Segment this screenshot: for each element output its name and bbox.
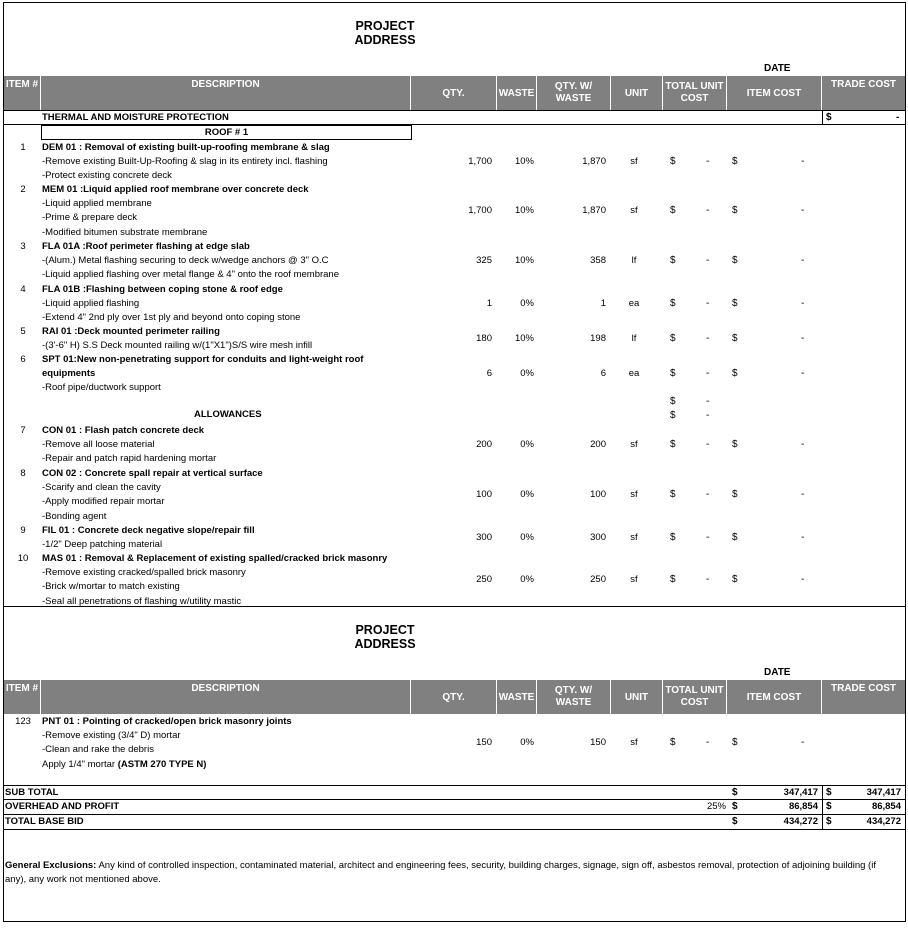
item-detail-line: -Remove existing Built-Up-Roofing & slag in its entirety incl. flashing <box>42 156 328 168</box>
item-cost-dash: - <box>801 737 805 748</box>
col-item-cost-2: ITEM COST <box>727 680 822 714</box>
item-detail-line: -Prime & prepare deck <box>42 212 138 224</box>
item-cost-dollar: $ <box>732 439 738 450</box>
item-qty-waste: 1 <box>600 298 606 309</box>
item-qty: 1,700 <box>468 156 492 167</box>
item-unit-cost-dash: - <box>706 574 710 585</box>
col-description-2: DESCRIPTION <box>41 680 411 714</box>
item-unit-cost-dollar: $ <box>670 574 676 585</box>
item-number: 4 <box>20 284 26 295</box>
blank-unit-cost-dash-2: - <box>706 410 710 421</box>
item-unit-cost-dash: - <box>706 532 710 543</box>
item-waste: 0% <box>520 737 534 748</box>
column-header-row-2 <box>4 680 905 714</box>
date-label-2: DATE <box>764 667 791 678</box>
subsection-roof-1: ROOF # 1 <box>41 125 412 140</box>
item-unit-cost-dollar: $ <box>670 368 676 379</box>
col-trade-cost: TRADE COST <box>831 79 896 90</box>
total-trade-value: 434,272 <box>866 816 901 827</box>
item-title-cont: equipments <box>42 368 96 380</box>
col-trade-cost-2: TRADE COST <box>831 683 896 694</box>
item-waste: 10% <box>514 333 534 344</box>
column-header-row <box>4 76 905 110</box>
item-detail-line: -Modified bitumen substrate membrane <box>42 226 208 238</box>
item-unit-cost-dash: - <box>706 298 710 309</box>
item-cost-dash: - <box>801 439 805 450</box>
item-number: 5 <box>20 326 26 337</box>
item-unit-cost-dash: - <box>706 737 710 748</box>
col-waste: WASTE <box>497 76 537 110</box>
item-number: 10 <box>17 553 29 564</box>
item-title: FLA 01B :Flashing between coping stone & roof edge <box>42 284 283 295</box>
item-cost-dash: - <box>801 574 805 585</box>
subtotal-trade-dollar: $ <box>826 787 832 798</box>
item-detail-line: -Repair and patch rapid hardening mortar <box>42 453 217 465</box>
item-waste: 0% <box>520 574 534 585</box>
item-cost-dollar: $ <box>732 532 738 543</box>
item-number: 1 <box>20 142 26 153</box>
item-cost-dollar: $ <box>732 205 738 216</box>
item-cost-dash: - <box>801 489 805 500</box>
item-unit: lf <box>631 333 637 344</box>
item-qty: 180 <box>476 333 492 344</box>
item-description <box>42 353 363 396</box>
item-cost-dash: - <box>801 298 805 309</box>
item-description <box>42 424 216 467</box>
section-trade-divider <box>822 110 823 124</box>
item-title: MEM 01 :Liquid applied roof membrane over concrete deck <box>42 184 309 195</box>
item-unit: sf <box>630 439 638 450</box>
overhead-bottom-line <box>4 814 905 815</box>
item-cost-dash: - <box>801 255 805 266</box>
col-item: ITEM # <box>4 76 41 110</box>
item-waste: 0% <box>520 298 534 309</box>
item-description <box>42 467 263 524</box>
item-qty-waste: 300 <box>590 532 606 543</box>
col-unit-2: UNIT <box>611 680 663 714</box>
subtotal-item-value: 347,417 <box>783 787 818 798</box>
item-number: 3 <box>20 241 26 252</box>
total-item-value: 434,272 <box>783 816 818 827</box>
item-title: RAI 01 :Deck mounted perimeter railing <box>42 326 220 337</box>
item-qty-waste: 250 <box>590 574 606 585</box>
item-detail-line: -Remove all loose material <box>42 439 155 451</box>
overhead-item-dollar: $ <box>732 801 738 812</box>
col-waste-2: WASTE <box>497 680 537 714</box>
item-detail-line: -Remove existing cracked/spalled brick masonry <box>42 567 246 579</box>
item-qty-waste: 6 <box>600 368 606 379</box>
item-unit: sf <box>630 156 638 167</box>
item-unit: lf <box>631 255 637 266</box>
item-waste: 0% <box>520 489 534 500</box>
col-qty-waste: QTY. W/ WASTE <box>537 76 611 110</box>
item-unit-cost-dollar: $ <box>670 205 676 216</box>
col-qty-2: QTY. <box>411 680 497 714</box>
item-unit-cost-dash: - <box>706 156 710 167</box>
item-unit-cost-dash: - <box>706 439 710 450</box>
col-qty-waste-2: QTY. W/ WASTE <box>537 680 611 714</box>
total-bottom-line <box>4 829 905 830</box>
item-waste: 0% <box>520 532 534 543</box>
item-unit-cost-dollar: $ <box>670 333 676 344</box>
col-unit-cost-2: TOTAL UNIT COST <box>663 680 727 714</box>
item-qty: 6 <box>486 368 492 379</box>
col-item-cost: ITEM COST <box>727 76 822 110</box>
item-waste: 0% <box>520 439 534 450</box>
item-cost-dollar: $ <box>732 298 738 309</box>
total-base-bid-label: TOTAL BASE BID <box>5 816 84 827</box>
overhead-item-value: 86,854 <box>788 801 818 812</box>
subtotal-label: SUB TOTAL <box>5 787 59 798</box>
item-cost-dollar: $ <box>732 489 738 500</box>
item-qty: 100 <box>476 489 492 500</box>
overhead-percent: 25% <box>706 801 726 812</box>
item-qty: 1 <box>486 298 492 309</box>
item-qty-waste: 150 <box>590 737 606 748</box>
item-description <box>42 183 309 240</box>
item-unit: sf <box>630 532 638 543</box>
blank-unit-cost-dash-1: - <box>706 396 710 407</box>
item-unit-cost-dash: - <box>706 489 710 500</box>
item-unit-cost-dash: - <box>706 368 710 379</box>
item-unit-cost-dash: - <box>706 333 710 344</box>
item-unit-cost-dollar: $ <box>670 489 676 500</box>
total-item-dollar: $ <box>732 816 738 827</box>
subtotal-trade-value: 347,417 <box>866 787 901 798</box>
item-cost-dollar: $ <box>732 255 738 266</box>
item-detail-line: -(Alum.) Metal flashing securing to deck w/wedge anchors @ 3" O.C <box>42 255 329 267</box>
item-unit-cost-dollar: $ <box>670 532 676 543</box>
col-unit-cost: TOTAL UNIT COST <box>663 76 727 110</box>
item-detail-line: -Liquid applied flashing <box>42 298 140 310</box>
item-number: 7 <box>20 425 26 436</box>
item-description <box>42 283 300 326</box>
item-title: MAS 01 : Removal & Replacement of existing spalled/cracked brick masonry <box>42 553 388 564</box>
estimate-page-2 <box>3 606 906 922</box>
item-detail-line: -Seal all penetrations of flashing w/utility mastic <box>42 595 242 607</box>
item-detail-line: -(3'-6" H) S.S Deck mounted railing w/(1"X1")S/S wire mesh infill <box>42 340 313 352</box>
item-cost-dollar: $ <box>732 574 738 585</box>
item-detail-line: -1/2" Deep patching material <box>42 539 163 551</box>
item-unit: sf <box>630 574 638 585</box>
item-detail-line: -Bonding agent <box>42 510 107 522</box>
item-unit-cost-dash: - <box>706 205 710 216</box>
item-number: 123 <box>15 716 31 727</box>
item-description <box>42 325 312 353</box>
subtotal-bottom-line <box>4 799 905 800</box>
item-unit: ea <box>628 368 640 379</box>
item-cost-dollar: $ <box>732 333 738 344</box>
item-waste: 10% <box>514 255 534 266</box>
item-description <box>42 552 387 609</box>
overhead-trade-dollar: $ <box>826 801 832 812</box>
item-cost-dash: - <box>801 368 805 379</box>
total-trade-dollar: $ <box>826 816 832 827</box>
totals-divider <box>822 785 823 829</box>
item-cost-dash: - <box>801 205 805 216</box>
item-title: FIL 01 : Concrete deck negative slope/repair fill <box>42 525 255 536</box>
item-detail-line: -Apply modified repair mortar <box>42 496 165 508</box>
item-unit: sf <box>630 205 638 216</box>
item-detail-line: -Extend 4" 2nd ply over 1st ply and beyond onto coping stone <box>42 312 301 324</box>
item-qty-waste: 198 <box>590 333 606 344</box>
item-detail-line: -Liquid applied flashing over metal flange & 4" onto the roof membrane <box>42 269 339 281</box>
item-qty: 150 <box>476 737 492 748</box>
item-unit-cost-dollar: $ <box>670 439 676 450</box>
totals-top-line <box>4 785 905 786</box>
item-title: CON 01 : Flash patch concrete deck <box>42 425 205 436</box>
item-qty: 325 <box>476 255 492 266</box>
item-unit: sf <box>630 489 638 500</box>
allowances-label: ALLOWANCES <box>194 409 262 420</box>
section-trade-value: - <box>896 112 900 123</box>
item-title: SPT 01:New non-penetrating support for conduits and light-weight roof <box>42 354 364 365</box>
item-detail-line: -Roof pipe/ductwork support <box>42 382 161 394</box>
item-cost-dash: - <box>801 532 805 543</box>
item-unit: ea <box>628 298 640 309</box>
item-qty-waste: 1,870 <box>582 156 606 167</box>
item-number: 2 <box>20 184 26 195</box>
general-exclusions: General Exclusions: Any kind of controlled inspection, contaminated material, architect and engineering fees, security, building charges, signage, sign off, asbestos removal, protection of adjoining building (if any), any work not mentioned above. <box>5 860 876 885</box>
item-qty: 250 <box>476 574 492 585</box>
item-number: 8 <box>20 468 26 479</box>
item-qty-waste: 1,870 <box>582 205 606 216</box>
item-waste: 10% <box>514 156 534 167</box>
section-title: THERMAL AND MOISTURE PROTECTION <box>42 112 229 123</box>
item-qty-waste: 100 <box>590 489 606 500</box>
item-title: DEM 01 : Removal of existing built-up-roofing membrane & slag <box>42 142 330 153</box>
col-description: DESCRIPTION <box>41 76 411 110</box>
item-description: PNT 01 : Pointing of cracked/open brick masonry joints -Remove existing (3/4" D) mortar -Clean and rake the debris Apply 1/4" mortar (ASTM 270 TYPE N) <box>42 716 292 770</box>
blank-unit-cost-dollar-2: $ <box>670 410 676 421</box>
item-cost-dollar: $ <box>732 156 738 167</box>
overhead-label: OVERHEAD AND PROFIT <box>5 801 120 812</box>
section-top-line <box>4 110 905 111</box>
item-unit: sf <box>630 737 638 748</box>
item-number: 6 <box>20 354 26 365</box>
date-label: DATE <box>764 63 791 74</box>
item-description <box>42 524 255 552</box>
item-unit-cost-dash: - <box>706 255 710 266</box>
project-address-title: PROJECT ADDRESS <box>354 19 416 47</box>
item-waste: 0% <box>520 368 534 379</box>
item-detail-line: -Scarify and clean the cavity <box>42 482 161 494</box>
item-waste: 10% <box>514 205 534 216</box>
item-cost-dollar: $ <box>732 737 738 748</box>
col-item-2: ITEM # <box>4 680 41 714</box>
item-unit-cost-dollar: $ <box>670 737 676 748</box>
item-detail-line: -Protect existing concrete deck <box>42 170 172 182</box>
overhead-trade-value: 86,854 <box>871 801 901 812</box>
item-cost-dash: - <box>801 156 805 167</box>
item-qty: 200 <box>476 439 492 450</box>
item-detail-line: -Liquid applied membrane <box>42 198 152 210</box>
item-unit-cost-dollar: $ <box>670 156 676 167</box>
section-trade-dollar: $ <box>826 112 832 123</box>
item-title: CON 02 : Concrete spall repair at vertical surface <box>42 468 263 479</box>
item-number: 9 <box>20 525 26 536</box>
estimate-page-1 <box>3 2 906 607</box>
item-detail-line: -Brick w/mortar to match existing <box>42 581 180 593</box>
blank-unit-cost-dollar-1: $ <box>670 396 676 407</box>
item-cost-dash: - <box>801 333 805 344</box>
subtotal-item-dollar: $ <box>732 787 738 798</box>
item-description <box>42 240 339 283</box>
item-cost-dollar: $ <box>732 368 738 379</box>
item-qty: 300 <box>476 532 492 543</box>
col-qty: QTY. <box>411 76 497 110</box>
item-unit-cost-dollar: $ <box>670 255 676 266</box>
item-description <box>42 141 330 184</box>
item-qty-waste: 358 <box>590 255 606 266</box>
col-unit: UNIT <box>611 76 663 110</box>
item-qty: 1,700 <box>468 205 492 216</box>
item-title: FLA 01A :Roof perimeter flashing at edge slab <box>42 241 250 252</box>
item-qty-waste: 200 <box>590 439 606 450</box>
project-address-title-2: PROJECT ADDRESS <box>354 623 416 651</box>
item-unit-cost-dollar: $ <box>670 298 676 309</box>
